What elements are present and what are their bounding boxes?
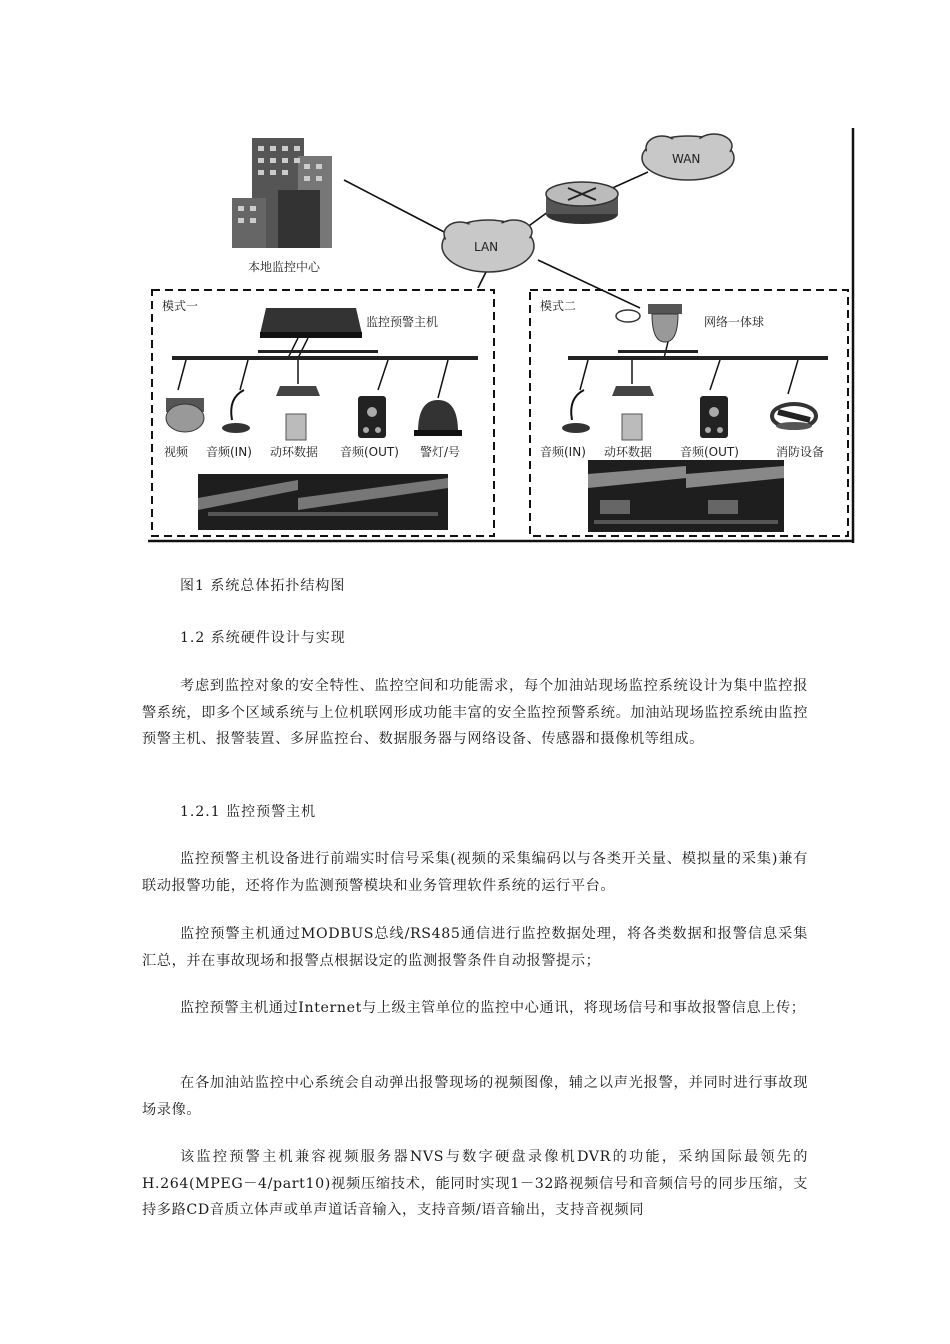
microphone-icon	[222, 390, 250, 433]
camera-dome-icon	[166, 398, 204, 432]
paragraph-3: 监控预警主机通过MODBUS总线/RS485通信进行监控数据处理，将各类数据和报警信息采集汇总，并在事故现场和报警点根据设定的监测报警条件自动报警提示；	[142, 926, 808, 969]
mode2-device-3: 消防设备	[776, 445, 825, 459]
topology-figure	[148, 128, 858, 546]
mode2-device-2: 音频(OUT)	[680, 445, 739, 459]
microphone-icon	[562, 390, 590, 433]
mode1-device-0: 视频	[164, 445, 189, 459]
paragraph-1: 考虑到监控对象的安全特性、监控空间和功能需求，每个加油站现场监控系统设计为集中监控报警系统，即多个区域系统与上位机联网形成功能丰富的安全监控预警系统。加油站现场监控系统由监控预警主机、报警装置、多屏监控台、数据服务器与网络设备、传感器和摄像机等组成。	[142, 678, 808, 747]
paragraph-6: 该监控预警主机兼容视频服务器NVS与数字硬盘录像机DVR的功能，采纳国际最领先的H.264(MPEG－4/part10)视频压缩技术，能同时实现1－32路视频信号和音频信号的同步压缩，支持多路CD音质立体声或单声道话音输入，支持音频/语音输出，支持音视频同	[142, 1149, 808, 1218]
mode2-device-1: 动环数据	[604, 445, 653, 459]
host-device-icon	[260, 308, 362, 338]
paragraph-5: 在各加油站监控中心系统会自动弹出报警现场的视频图像，辅之以声光报警，并同时进行事故现场录像。	[142, 1075, 808, 1118]
speaker-icon	[700, 396, 728, 438]
building-icon	[232, 138, 332, 248]
mode1-device-3: 音频(OUT)	[340, 445, 399, 459]
station-photo	[588, 460, 784, 532]
alarm-light-icon	[414, 400, 462, 436]
speaker-icon	[358, 396, 386, 438]
mode1-label: 模式一	[162, 299, 199, 313]
mode1-device-2: 动环数据	[270, 445, 319, 459]
sensor-box-icon	[276, 386, 320, 440]
section-heading-1-2-1: 1.2.1 监控预警主机	[180, 804, 317, 820]
mode1-device-4: 警灯/号	[420, 445, 461, 459]
dome-camera-icon	[616, 304, 682, 342]
router-icon	[546, 182, 618, 224]
sensor-box-icon	[612, 386, 654, 440]
host-label: 监控预警主机	[366, 315, 439, 329]
dome-label: 网络一体球	[704, 315, 765, 329]
section-heading-1-2: 1.2 系统硬件设计与实现	[180, 630, 346, 646]
station-photo	[198, 474, 448, 530]
mode1-device-1: 音频(IN)	[206, 445, 252, 459]
mode2-device-0: 音频(IN)	[540, 445, 586, 459]
figure-caption: 图1 系统总体拓扑结构图	[180, 578, 346, 594]
fire-equipment-icon	[772, 404, 816, 430]
center-label: 本地监控中心	[248, 260, 321, 274]
wan-label: WAN	[672, 152, 701, 166]
paragraph-2: 监控预警主机设备进行前端实时信号采集(视频的采集编码以与各类开关量、模拟量的采集)兼有联动报警功能，还将作为监测预警模块和业务管理软件系统的运行平台。	[142, 851, 808, 894]
paragraph-4: 监控预警主机通过Internet与上级主管单位的监控中心通讯，将现场信号和事故报警信息上传；	[180, 1000, 806, 1016]
lan-label: LAN	[474, 240, 499, 254]
mode2-label: 模式二	[540, 299, 577, 313]
